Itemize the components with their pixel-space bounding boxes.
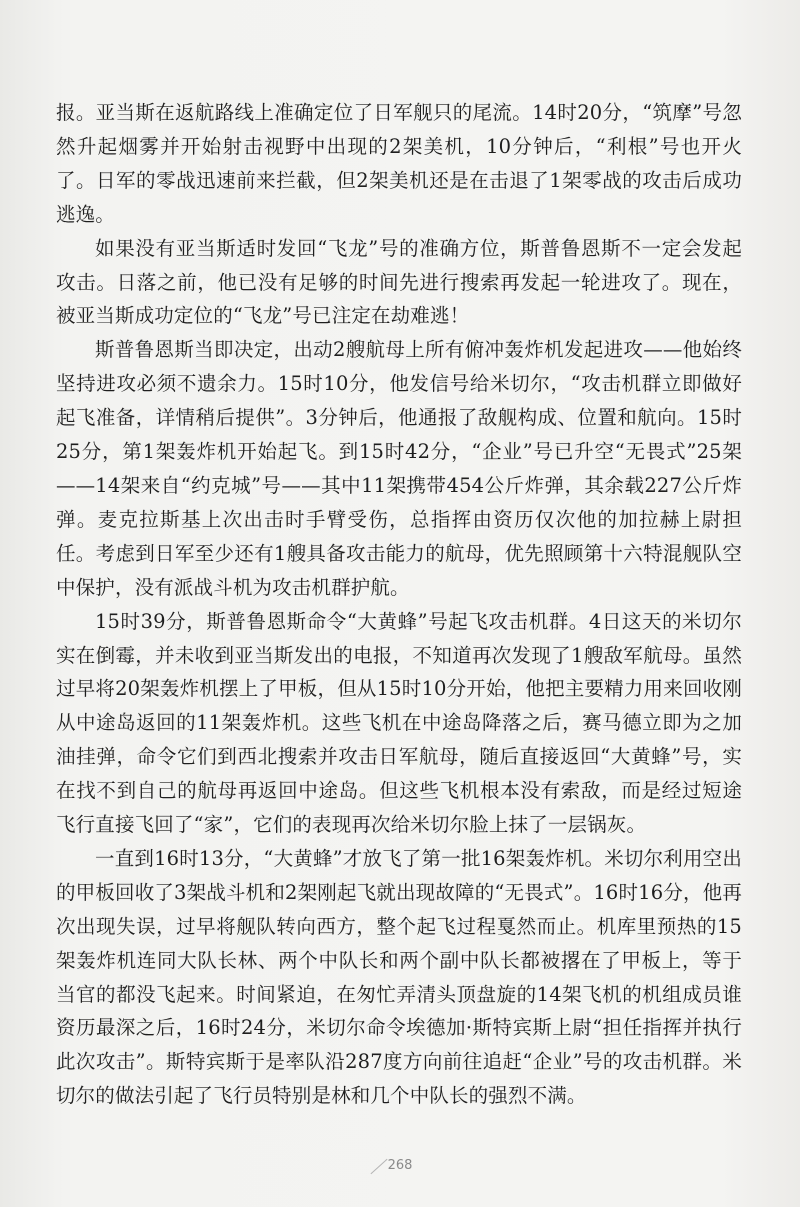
paragraph-1-continued: 报。亚当斯在返航路线上准确定位了日军舰只的尾流。14时20分，“筑摩”号忽然升起烟雾并开始射击视野中出现的2架美机，10分钟后，“利根”号也开火了。日军的零战迅速前来拦截，但2架美机还是在击退了1架零战的攻击后成功逃逸。 xyxy=(56,101,742,226)
paragraph-2: 如果没有亚当斯适时发回“飞龙”号的准确方位，斯普鲁恩斯不一定会发起攻击。日落之前，他已没有足够的时间先进行搜索再发起一轮进攻了。现在，被亚当斯成功定位的“飞龙”号已注定在劫难逃！ xyxy=(56,236,742,328)
page-number: 268 xyxy=(387,1158,413,1173)
body-text xyxy=(56,96,742,1113)
paragraph-4: 15时39分，斯普鲁恩斯命令“大黄蜂”号起飞攻击机群。4日这天的米切尔实在倒霉，并未收到亚当斯发出的电报，不知道再次发现了1艘敌军航母。虽然过早将20架轰炸机摆上了甲板，但从15时10分开始，他把主要精力用来回收刚从中途岛返回的11架轰炸机。这些飞机在中途岛降落之后，赛马德立即为之加油挂弹，命令它们到西北搜索并攻击日军航母，随后直接返回“大黄蜂”号，实在找不到自己的航母再返回中途岛。但这些飞机根本没有索敌，而是经过短途飞行直接飞回了“家”，它们的表现再次给米切尔脸上抹了一层锅灰。 xyxy=(56,609,742,837)
paragraph-5: 一直到16时13分，“大黄蜂”才放飞了第一批16架轰炸机。米切尔利用空出的甲板回收了3架战斗机和2架刚起飞就出现故障的“无畏式”。16时16分，他再次出现失误，过早将舰队转向西方，整个起飞过程戛然而止。机库里预热的15架轰炸机连同大队长林、两个中队长和两个副中队长都被撂在了甲板上，等于当官的都没飞起来。时间紧迫，在匆忙弄清头顶盘旋的14架飞机的机组成员谁资历最深之后，16时24分，米切尔命令埃德加·斯特宾斯上尉“担任指挥并执行此次攻击”。斯特宾斯于是率队沿287度方向前往追赶“企业”号的攻击机群。米切尔的做法引起了飞行员特别是林和几个中队长的强烈不满。 xyxy=(56,846,742,1108)
paragraph-3: 斯普鲁恩斯当即决定，出动2艘航母上所有俯冲轰炸机发起进攻——他始终坚持进攻必须不遗余力。15时10分，他发信号给米切尔，“攻击机群立即做好起飞准备，详情稍后提供”。3分钟后，他通报了敌舰构成、位置和航向。15时25分，第1架轰炸机开始起飞。到15时42分，“企业”号已升空“无畏式”25架——14架来自“约克城”号——其中11架携带454公斤炸弹，其余载227公斤炸弹。麦克拉斯基上次出击时手臂受伤，总指挥由资历仅次他的加拉赫上尉担任。考虑到日军至少还有1艘具备攻击能力的航母，优先照顾第十六特混舰队空中保护，没有派战斗机为攻击机群护航。 xyxy=(56,338,742,599)
